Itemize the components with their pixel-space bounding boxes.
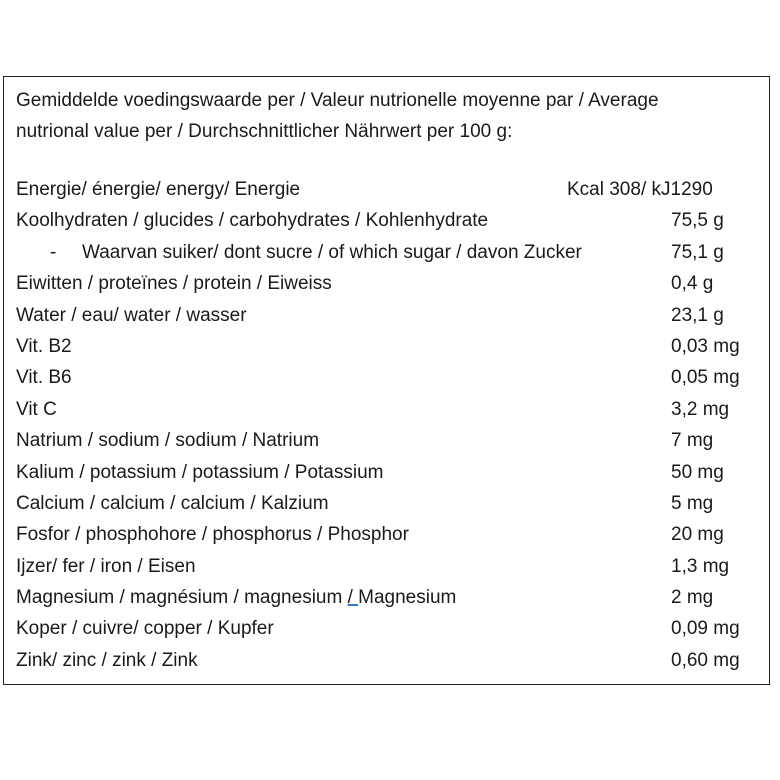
nutrient-row-copper [16,613,756,644]
nutrient-label [16,582,456,613]
nutrient-row-water [16,300,756,331]
nutrient-label: Vit. B6 [16,367,72,389]
nutrition-table [3,76,770,685]
nutrient-row-carbohydrates [16,205,756,236]
nutrient-value: 2 mg [671,587,714,609]
label-part: Magnesium [358,587,457,609]
label-part-underlined: / [347,587,359,609]
header-line-2: nutrional value per / Durchschnittlicher Nährwert per 100 g: [16,121,513,142]
nutrient-row-sugar [16,237,756,268]
nutrient-label: Koper / cuivre/ copper / Kupfer [16,618,274,640]
nutrient-row-vit-c [16,394,756,425]
header-line-1: Gemiddelde voedingswaarde per / Valeur nutrionelle moyenne par / Average [16,90,659,111]
nutrient-value: 0,03 mg [671,335,740,357]
nutrient-label: Koolhydraten / glucides / carbohydrates / Kohlenhydrate [16,210,489,232]
nutrient-row-vit-b6 [16,362,756,393]
nutrient-row-sodium [16,425,756,456]
nutrient-value: 50 mg [671,461,724,483]
nutrient-label: Calcium / calcium / calcium / Kalzium [16,492,329,514]
nutrient-value: 20 mg [671,524,724,546]
nutrient-label: Fosfor / phosphohore / phosphorus / Phosphor [16,524,409,546]
nutrient-row-magnesium [16,582,756,613]
nutrient-value: Kcal 308/ kJ1290 [567,179,713,200]
nutrient-row-calcium [16,488,756,519]
nutrient-label: Vit C [16,398,57,420]
table-header [16,85,756,147]
nutrient-rows [16,174,756,676]
nutrient-label: Energie/ énergie/ energy/ Energie [16,179,301,200]
sub-item-dash: - [50,241,57,263]
nutrient-value: 23,1 g [671,304,724,326]
nutrient-label: Kalium / potassium / potassium / Potassium [16,461,384,483]
nutrient-value: 3,2 mg [671,398,730,420]
nutrient-value: 7 mg [671,430,714,452]
nutrient-value: 75,5 g [671,210,724,232]
nutrient-value: 5 mg [671,492,714,514]
nutrient-row-potassium [16,457,756,488]
nutrient-row-protein [16,268,756,299]
nutrient-value: 0,4 g [671,273,714,295]
nutrient-row-zinc [16,645,756,676]
nutrient-label: Water / eau/ water / wasser [16,304,247,326]
nutrient-label: Vit. B2 [16,335,72,357]
nutrient-row-phosphorus [16,519,756,550]
nutrient-value: 1,3 mg [671,555,730,577]
nutrient-label: Natrium / sodium / sodium / Natrium [16,430,320,452]
nutrient-value: 0,09 mg [671,618,740,640]
nutrient-value: 0,05 mg [671,367,740,389]
nutrient-value: 75,1 g [671,241,724,263]
nutrient-value: 0,60 mg [671,649,740,671]
label-part: Magnesium / magnésium / magnesium [16,587,348,609]
nutrient-row-energy [16,174,756,205]
nutrient-label: Waarvan suiker/ dont sucre / of which sugar / davon Zucker [82,241,582,263]
nutrient-label: Eiwitten / proteïnes / protein / Eiweiss [16,273,332,295]
nutrient-row-iron [16,551,756,582]
nutrient-label: Ijzer/ fer / iron / Eisen [16,555,196,577]
nutrient-label: Zink/ zinc / zink / Zink [16,649,198,671]
nutrient-row-vit-b2 [16,331,756,362]
